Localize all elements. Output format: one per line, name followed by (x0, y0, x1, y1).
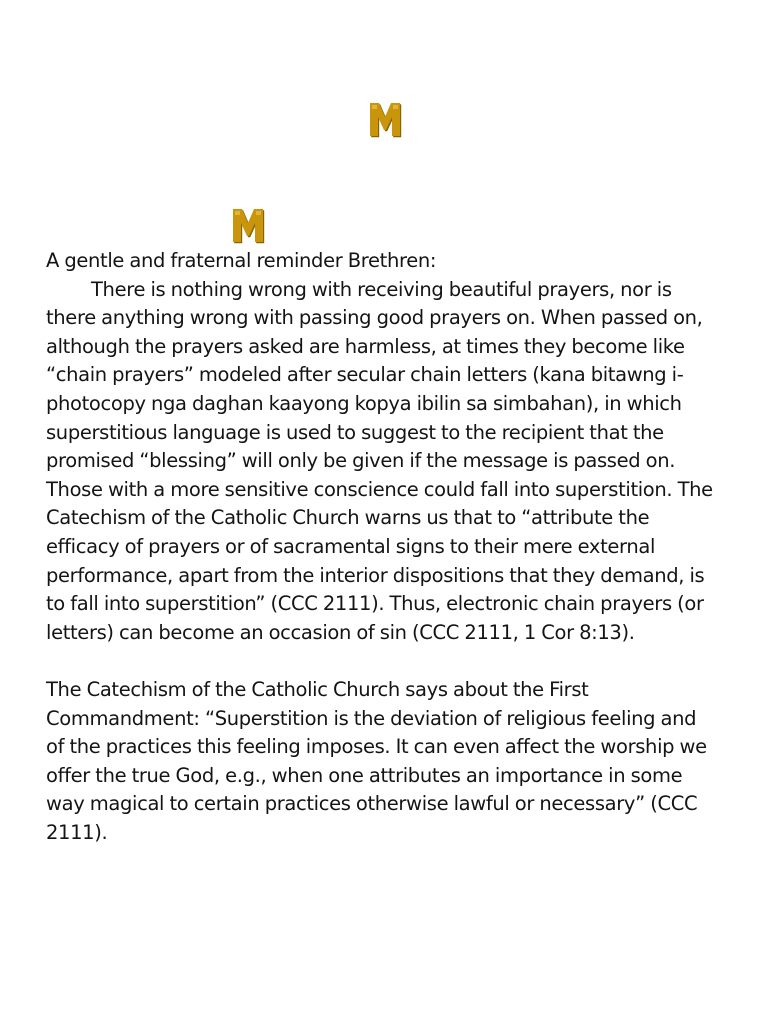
logo-m-highlight (372, 105, 398, 109)
text-line: promised “blessing” will only be given if the message is passed on. (46, 449, 676, 473)
text-line: of the practices this feeling imposes. It can even affect the worship we (46, 735, 707, 759)
text-line: superstitious language is used to suggest to the recipient that the (46, 420, 664, 444)
text-line: 2111). (46, 820, 108, 844)
text-line: letters) can become an occasion of sin (CCC 2111, 1 Cor 8:13). (46, 620, 635, 644)
text-line: There is nothing wrong with receiving beautiful prayers, nor is (91, 277, 672, 301)
text-line: way magical to certain practices otherwise lawful or necessary” (CCC (46, 792, 698, 816)
text-line: “chain prayers” modeled after secular chain letters (kana bitawng i- (46, 363, 684, 387)
text-line: there anything wrong with passing good prayers on. When passed on, (46, 306, 703, 330)
text-line: to fall into superstition” (CCC 2111). Thus, electronic chain prayers (or (46, 592, 704, 616)
text-line: Those with a more sensitive conscience could fall into superstition. The (46, 477, 713, 501)
paragraph-catechism (46, 676, 736, 848)
logo-m-top (368, 100, 402, 138)
text-line: although the prayers asked are harmless, at times they become like (46, 334, 685, 358)
logo-m-middle (231, 206, 265, 244)
document-body (46, 247, 736, 847)
text-line: performance, apart from the interior dispositions that they demand, is (46, 563, 705, 587)
text-line: The Catechism of the Catholic Church says about the First (46, 677, 589, 701)
text-line: photocopy nga daghan kaayong kopya ibilin sa simbahan), in which (46, 391, 682, 415)
paragraph-spacer (46, 647, 736, 676)
logo-m-highlight (235, 211, 261, 215)
text-line: efficacy of prayers or of sacramental signs to their mere external (46, 534, 656, 558)
text-line: Commandment: “Superstition is the deviation of religious feeling and (46, 706, 697, 730)
text-line: offer the true God, e.g., when one attributes an importance in some (46, 763, 683, 787)
paragraph-warning (46, 247, 736, 647)
greeting-line: A gentle and fraternal reminder Brethren: (46, 249, 437, 272)
text-line: Catechism of the Catholic Church warns us that to “attribute the (46, 506, 650, 530)
